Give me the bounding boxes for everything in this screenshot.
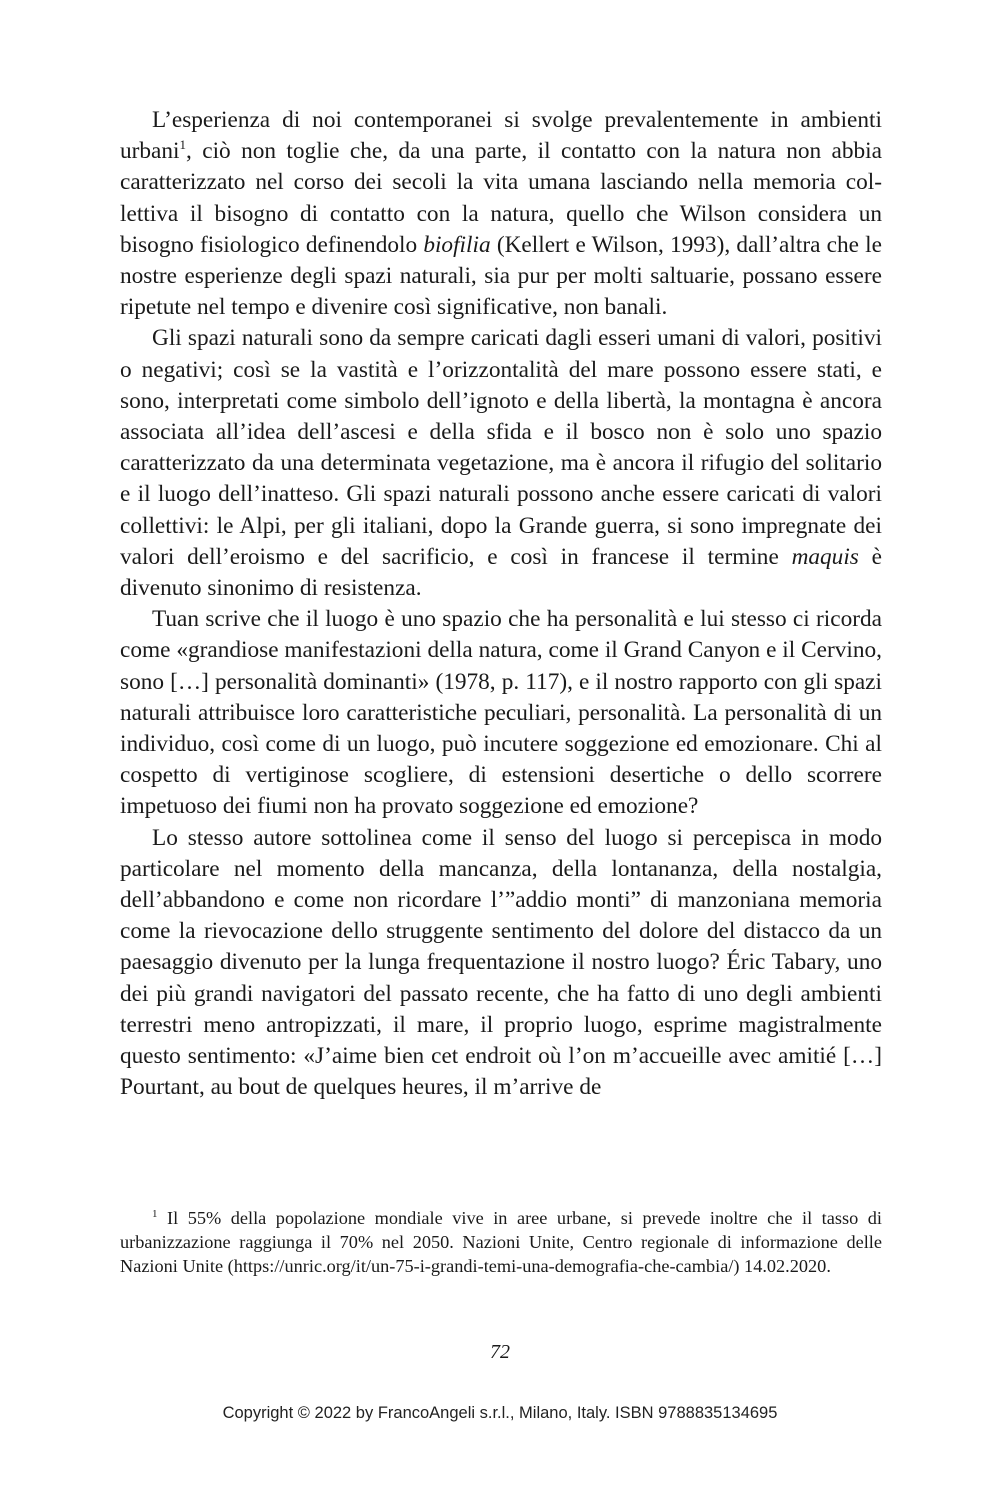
paragraph-1 (120, 105, 882, 323)
paragraph-2-text-a: Gli spazi naturali sono da sempre caricati dagli esseri umani di valori, positivi o negativi; così se la vastità e l’orizzontalità del mare possono essere stati, e sono, interpretati come simbolo dell’ignoto e della libertà, la montagna è ancora associata all’idea dell’ascesi e della sfida e il bosco non è solo uno spazio caratterizzato da una determinata vegetazione, ma è ancora il rifugio del solitario e il luogo dell’inatteso. Gli spazi naturali possono anche essere caricati di valori collettivi: le Alpi, per gli italiani, dopo la Grande guerra, si sono impregnate dei valori dell’eroismo e del sacrificio, e così in francese il termine (120, 325, 882, 570)
copyright-notice: Copyright © 2022 by FrancoAngeli s.r.l., Milano, Italy. ISBN 9788835134695 (222, 1404, 778, 1422)
body-text (120, 105, 882, 1104)
footnote-text: Il 55% della popolazione mondiale vive in aree urbane, si prevede inoltre che il tasso di urbanizzazione raggiunga il 70% nel 2050. Nazioni Unite, Centro regionale di informazione delle Nazioni Unite (https://unric.org/it/un-75-i-grandi-temi-una-demografia-che-cambia/) 14.02.2020. (120, 1208, 882, 1277)
footnote-1 (120, 1206, 882, 1279)
term-maquis: maquis (791, 543, 859, 570)
footnotes (120, 1206, 882, 1279)
paragraph-4: Lo stesso autore sottolinea come il senso del luogo si percepisca in modo particolare nel momento della mancanza, della lontananza, della nostalgia, dell’abbandono e come non ricordare l’”addio monti” di manzoniana memoria come la rievocazione dello struggente sentimento del dolore del distacco da un paesaggio divenuto per la lunga frequentazione il nostro luogo? Éric Tabary, uno dei più grandi navigatori del passato recente, che ha fatto di uno degli ambienti terrestri meno antropizzati, il mare, il proprio luogo, esprime magistralmente questo sentimento: «J’aime bien cet endroit où l’on m’accueille avec amitié […] Pourtant, au bout de quelques heures, il m’arrive de (120, 824, 882, 1101)
page-number: 72 (490, 1341, 510, 1363)
term-biofilia: biofilia (423, 231, 491, 258)
paragraph-2 (120, 323, 882, 604)
footnote-reference[interactable]: 1 (179, 137, 187, 153)
paragraph-1-text-b: , ciò non toglie che, da una parte, il contatto con la natura non abbia caratterizzato nel corso dei secoli la vita umana lasciando nella memoria collettiva il bisogno di contatto con la natura, quello che Wilson considera un bisogno fisiologico definendolo (120, 138, 882, 258)
paragraph-3: Tuan scrive che il luogo è uno spazio che ha personalità e lui stesso ci ricorda come «grandiose manifestazioni della natura, come il Grand Canyon e il Cervino, sono […] personalità dominanti» (1978, p. 117), e il nostro rapporto con gli spazi naturali attribuisce loro caratteristiche peculiari, personalità. La personalità di un individuo, così come di un luogo, può incutere soggezione ed emozionare. Chi al cospetto di vertiginose scogliere, di estensioni desertiche o dello scorrere impetuoso dei fiumi non ha provato soggezione ed emozione? (120, 606, 882, 820)
paragraph-2-text-b: è divenuto sinonimo di resistenza. (120, 543, 882, 602)
footnote-number: 1 (152, 1207, 158, 1220)
paragraph-1-text-a: L’esperienza di noi contemporanei si svolge prevalentemente in ambienti urbani (120, 107, 882, 165)
paragraph-1-text-c: (Kellert e Wilson, 1993), dall’altra che le nostre esperienze degli spazi naturali, sia pur per molti saltuarie, possano essere ripetute nel tempo e divenire così significative, non banali. (120, 231, 882, 321)
